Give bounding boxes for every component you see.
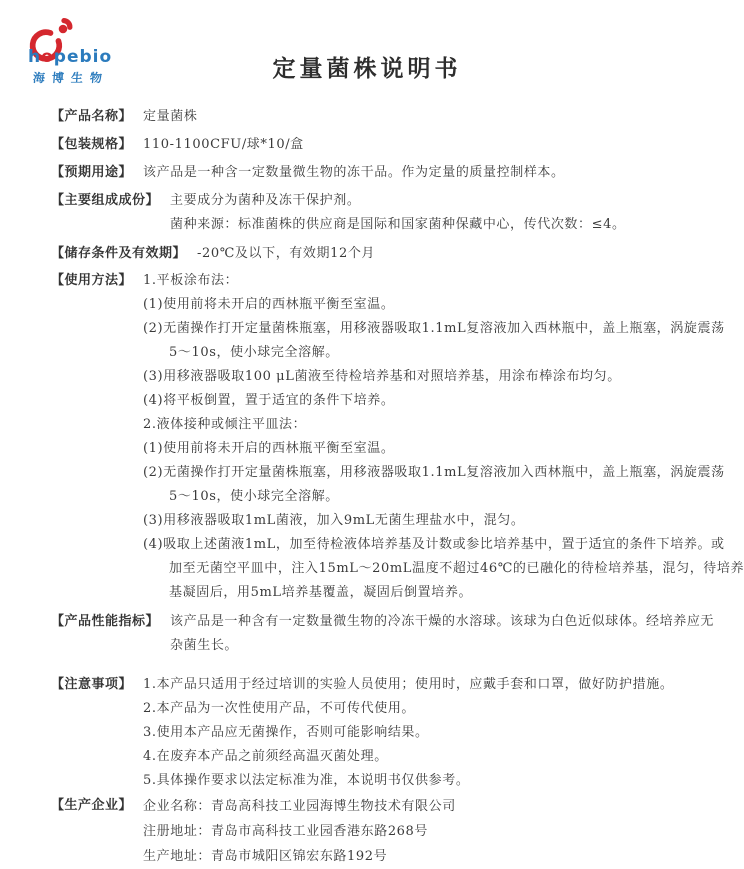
- section-label: 【生产企业】: [51, 798, 133, 813]
- doc-line: -20℃及以下，有效期12个月: [197, 246, 376, 261]
- section-label: 【预期用途】: [51, 165, 133, 180]
- section-product-name: [51, 105, 734, 129]
- section-label: 【储存条件及有效期】: [51, 246, 187, 261]
- doc-line: 3.使用本产品应无菌操作，否则可能影响结果。: [143, 725, 429, 740]
- doc-line: (3)用移液器吸取1mL菌液，加入9mL无菌生理盐水中，混匀。: [143, 513, 525, 528]
- doc-line: 5～10s，使小球完全溶解。: [169, 345, 339, 360]
- section-label: 【主要组成成份】: [51, 193, 160, 208]
- doc-line: (4)将平板倒置，置于适宜的条件下培养。: [143, 393, 395, 408]
- section-manufacturer: [51, 794, 734, 869]
- section-performance: [51, 610, 734, 658]
- brand-chinese-name: 海博生物: [32, 71, 110, 85]
- doc-line: 基凝固后，用5mL培养基覆盖，凝固后倒置培养。: [169, 585, 473, 600]
- section-label: 【产品性能指标】: [51, 614, 160, 629]
- section-label: 【使用方法】: [51, 273, 133, 288]
- section-label: 【注意事项】: [51, 677, 133, 692]
- doc-line: 该产品是一种含一定数量微生物的冻干品。作为定量的质量控制样本。: [143, 165, 565, 180]
- doc-line: 定量菌株: [143, 109, 198, 124]
- section-storage: [51, 242, 734, 266]
- doc-line: (2)无菌操作打开定量菌株瓶塞，用移液器吸取1.1mL复溶液加入西林瓶中，盖上瓶塞，涡旋震荡: [143, 321, 725, 336]
- doc-line: (3)用移液器吸取100 μL菌液至待检培养基和对照培养基，用涂布棒涂布均匀。: [143, 369, 621, 384]
- section-precautions: [51, 673, 734, 793]
- section-pack-spec: [51, 133, 734, 157]
- document-content: [51, 105, 744, 869]
- doc-line: 注册地址：青岛市高科技工业园香港东路268号: [143, 824, 429, 839]
- doc-line: 主要成分为菌种及冻干保护剂。: [170, 193, 361, 208]
- doc-line: (4)吸取上述菌液1mL，加至待检液体培养基及计数或参比培养基中，置于适宜的条件下培养。或: [143, 537, 725, 552]
- doc-line: 4.在废弃本产品之前须经高温灭菌处理。: [143, 749, 388, 764]
- section-intended-use: [51, 161, 734, 185]
- section-main-components: [51, 189, 734, 237]
- doc-line: 2.本产品为一次性使用产品，不可传代使用。: [143, 701, 416, 716]
- doc-line: 5～10s，使小球完全溶解。: [169, 489, 339, 504]
- doc-line: (1)使用前将未开启的西林瓶平衡至室温。: [143, 297, 395, 312]
- brand-letter-h: h: [28, 47, 42, 67]
- doc-line: (2)无菌操作打开定量菌株瓶塞，用移液器吸取1.1mL复溶液加入西林瓶中，盖上瓶塞，涡旋震荡: [143, 465, 725, 480]
- doc-line: 2.液体接种或倾注平皿法：: [143, 417, 307, 432]
- brand-letter-o: o: [41, 47, 54, 67]
- doc-line: 菌种来源：标准菌株的供应商是国际和国家菌种保藏中心，传代次数：≤4。: [170, 217, 626, 232]
- doc-line: 110-1100CFU/球*10/盒: [143, 137, 304, 152]
- doc-line: 杂菌生长。: [170, 638, 239, 653]
- section-label: 【产品名称】: [51, 109, 133, 124]
- doc-line: 企业名称：青岛高科技工业园海博生物技术有限公司: [143, 799, 456, 814]
- brand-letters-rest: pebio: [53, 47, 113, 67]
- doc-line: 生产地址：青岛市城阳区锦宏东路192号: [143, 849, 388, 864]
- doc-line: 该产品是一种含有一定数量微生物的冷冻干燥的水溶球。该球为白色近似球体。经培养应无: [170, 614, 715, 629]
- doc-line: 加至无菌空平皿中，注入15mL～20mL温度不超过46℃的已融化的待检培养基，混匀，待培养: [169, 561, 744, 576]
- section-usage-method: [51, 269, 744, 605]
- doc-line: 1.平板涂布法：: [143, 273, 239, 288]
- doc-line: (1)使用前将未开启的西林瓶平衡至室温。: [143, 441, 395, 456]
- section-label: 【包装规格】: [51, 137, 133, 152]
- page-title: 定量菌株说明书: [272, 55, 462, 82]
- doc-line: 5.具体操作要求以法定标准为准，本说明书仅供参考。: [143, 773, 470, 788]
- doc-line: 1.本产品只适用于经过培训的实验人员使用；使用时，应戴手套和口罩，做好防护措施。: [143, 677, 674, 692]
- hopebio-swirl-icon: [44, 10, 82, 48]
